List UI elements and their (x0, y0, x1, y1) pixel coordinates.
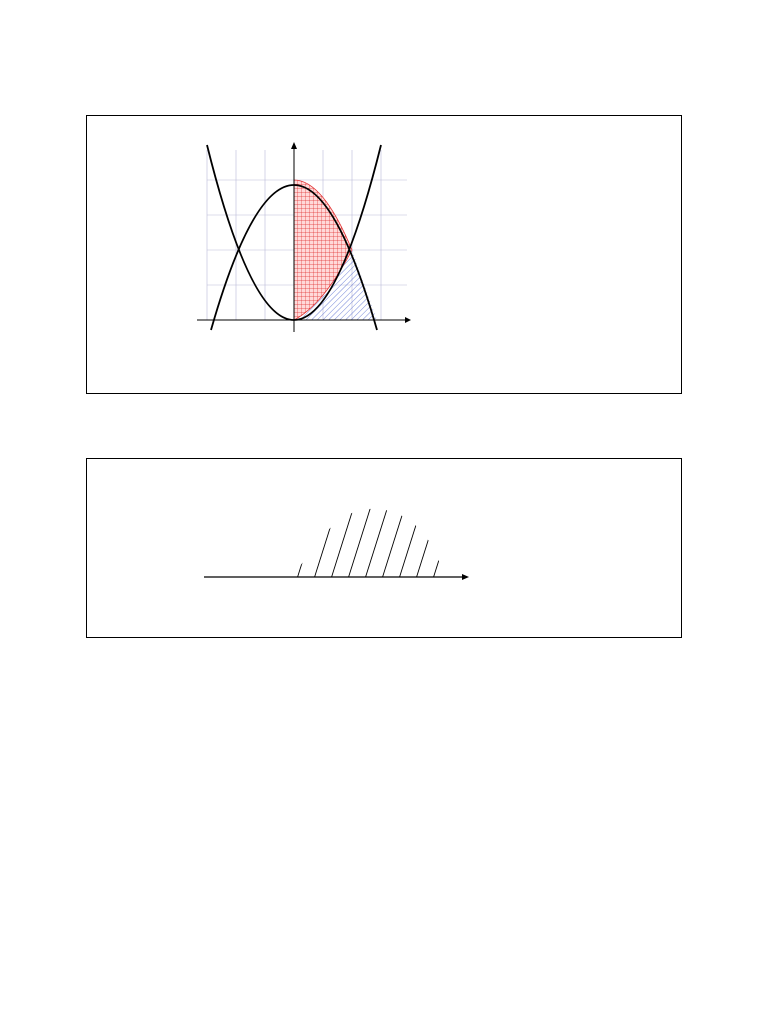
q1-part-b (98, 372, 112, 384)
q2-shaded-region (279, 487, 462, 582)
q1-part-a (98, 347, 112, 359)
q1-box (86, 115, 682, 394)
q2-graph (199, 487, 479, 587)
q1-graph (197, 140, 417, 335)
q2-box (86, 458, 682, 638)
